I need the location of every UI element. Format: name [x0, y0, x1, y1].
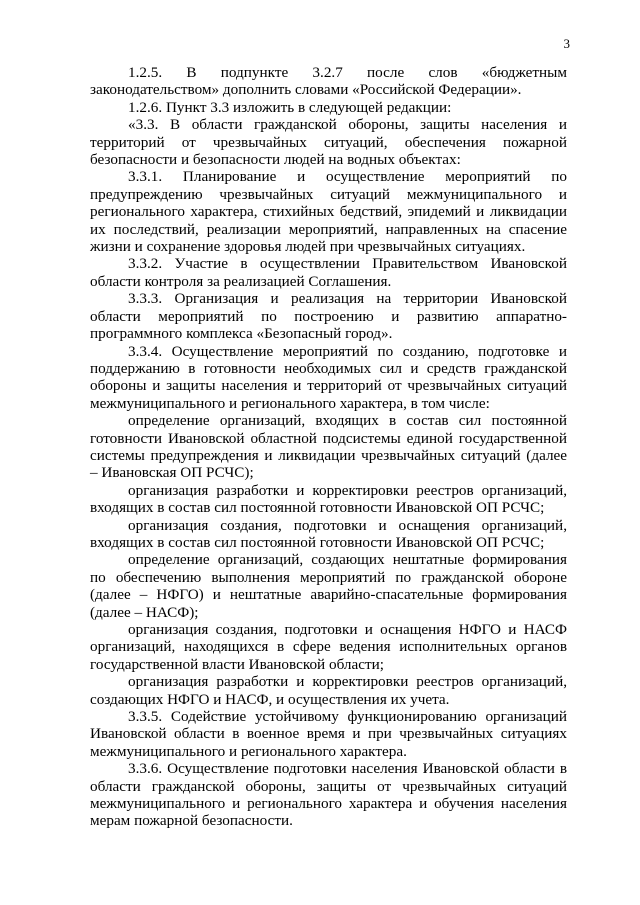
paragraph-1-2-5: 1.2.5. В подпункте 3.2.7 после слов «бюджетным законодательством» дополнить словами «Российской Федерации». [90, 64, 567, 99]
paragraph-1-2-6: 1.2.6. Пункт 3.3 изложить в следующей редакции: [128, 98, 452, 116]
paragraph-3-3: «3.3. В области гражданской обороны, защиты населения и территорий от чрезвычайных ситуаций, обеспечения пожарной безопасности и безопасности людей на водных объектах: [90, 116, 567, 169]
list-item-1: определение организаций, входящих в состав сил постоянной готовности Ивановской областной подсистемы единой государственной системы предупреждения и ликвидации чрезвычайных ситуаций (далее – Ивановская ОП РСЧС); [90, 412, 567, 482]
list-item-6: организация разработки и корректировки реестров организаций, создающих НФГО и НАСФ, и осуществления их учета. [90, 673, 567, 708]
list-item-3: организация создания, подготовки и оснащения организаций, входящих в состав сил постоянной готовности Ивановской ОП РСЧС; [90, 516, 567, 551]
paragraph-3-3-4: 3.3.4. Осуществление мероприятий по созданию, подготовке и поддержанию в готовности необходимых сил и средств гражданской обороны и защиты населения и территорий от чрезвычайных ситуаций межмуниципального и регионального характера, в том числе: [90, 342, 567, 412]
paragraph-3-3-1: 3.3.1. Планирование и осуществление мероприятий по предупреждению чрезвычайных ситуаций межмуниципального и регионального характера, стихийных бедствий, эпидемий и ликвидации их последствий, реализации мероприятий, направленных на спасение жизни и сохранение здоровья людей при чрезвычайных ситуациях. [90, 168, 567, 256]
list-item-2: организация разработки и корректировки реестров организаций, входящих в состав сил постоянной готовности Ивановской ОП РСЧС; [90, 481, 567, 517]
list-item-4: определение организаций, создающих нештатные формирования по обеспечению выполнения мероприятий по гражданской обороне (далее – НФГО) и нештатные аварийно-спасательные формирования (далее – НАСФ); [90, 551, 567, 621]
paragraph-3-3-2: 3.3.2. Участие в осуществлении Правительством Ивановской области контроля за реализацией Соглашения. [90, 255, 567, 290]
list-item-5: организация создания, подготовки и оснащения НФГО и НАСФ организаций, находящихся в сфере ведения исполнительных органов государственной власти Ивановской области; [90, 621, 567, 673]
document-body [90, 64, 567, 830]
page-number: 3 [563, 36, 570, 51]
paragraph-3-3-3: 3.3.3. Организация и реализация на территории Ивановской области мероприятий по построению и развитию аппаратно-программного комплекса «Безопасный город». [90, 290, 567, 343]
paragraph-3-3-6: 3.3.6. Осуществление подготовки населения Ивановской области в области гражданской обороны, защиты от чрезвычайных ситуаций межмуниципального и регионального характера и обучения населения мерам пожарной безопасности. [90, 760, 567, 830]
paragraph-3-3-5: 3.3.5. Содействие устойчивому функционированию организаций Ивановской области в военное время и при чрезвычайных ситуациях межмуниципального и регионального характера. [90, 708, 567, 760]
